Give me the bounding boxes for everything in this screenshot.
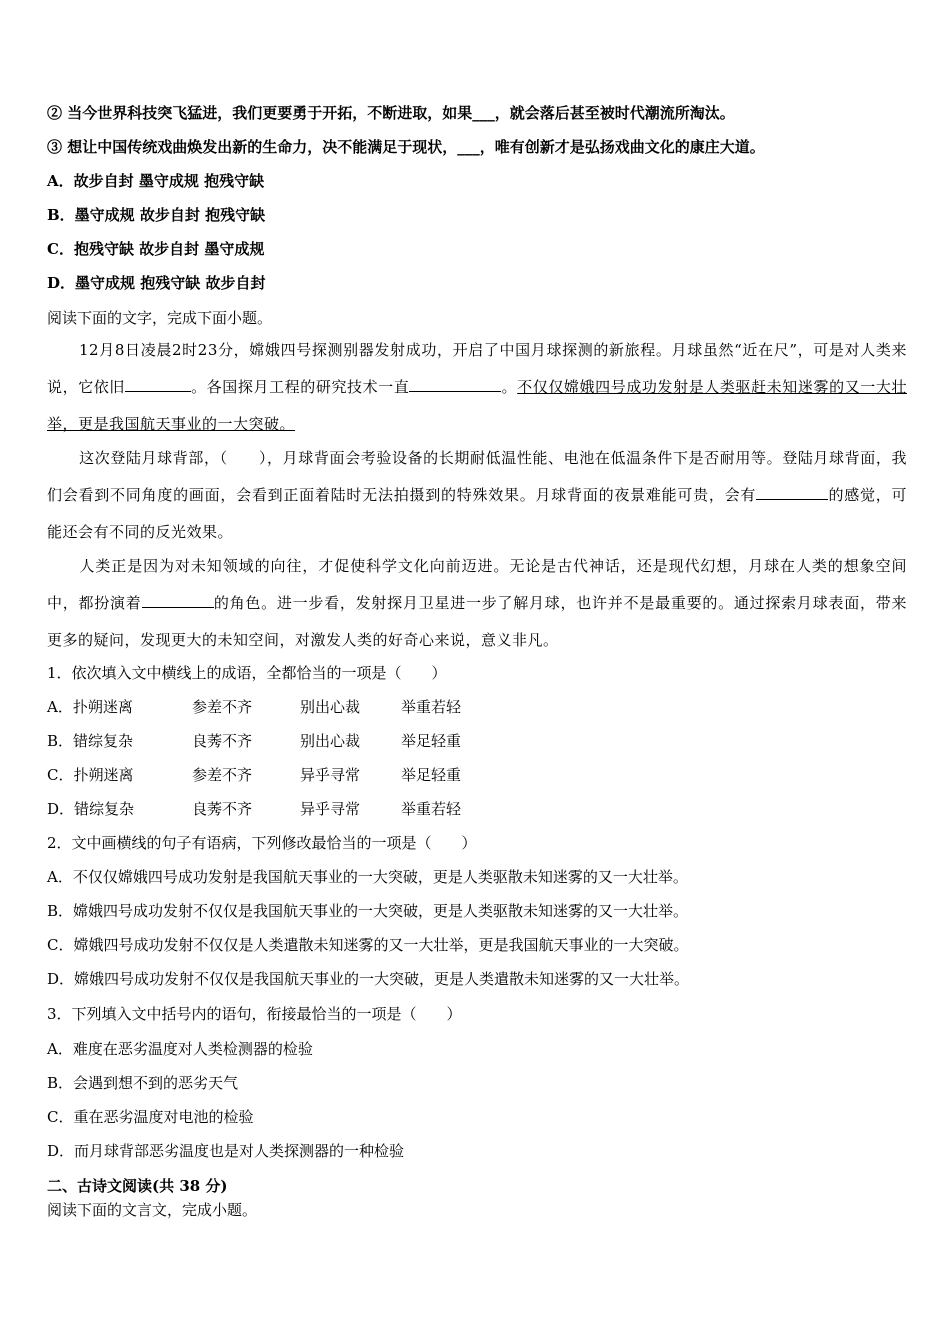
option-d: D．墨守成规 抱残守缺 故步自封	[47, 274, 266, 292]
q3-option-d: D．而月球背部恶劣温度也是对人类探测器的一种检验	[47, 1142, 405, 1160]
q2-option-a: A．不仅仅嫦娥四号成功发射是我国航天事业的一大突破，更是人类驱散未知迷雾的又一大壮举。	[47, 868, 688, 886]
q2-option-b: B．嫦娥四号成功发射不仅仅是我国航天事业的一大突破，更是人类驱散未知迷雾的又一大壮举。	[47, 902, 689, 920]
q1-stem: 1．依次填入文中横线上的成语，全都恰当的一项是（ ）	[47, 664, 447, 682]
underlined-sentence: 不仅仅嫦娥四号成功发射是人类驱赶未知迷雾的又一大壮举，更是我国航天事业的一大突破。	[47, 378, 907, 433]
q3-option-c: C．重在恶劣温度对电池的检验	[47, 1108, 254, 1126]
q3-stem: 3．下列填入文中括号内的语句，衔接最恰当的一项是（ ）	[47, 1005, 462, 1023]
passage-paragraph-3: 人类正是因为对未知领域的向往，才促使科学文化向前迈进。无论是古代神话，还是现代幻想，月球在人类的想象空间中，都扮演着 的角色。进一步看，发射探月卫星进一步了解月球，也许并不是最重要的。通过探索月球表面，带来更多的疑问，发现更大的未知空间，对激发人类的好奇心来说，意义非凡。	[47, 557, 907, 649]
option-b: B．墨守成规 故步自封 抱残守缺	[47, 206, 266, 224]
q2-option-d: D．嫦娥四号成功发射不仅仅是我国航天事业的一大突破，更是人类遣散未知迷雾的又一大壮举。	[47, 970, 690, 988]
option-c: C．抱残守缺 故步自封 墨守成规	[47, 240, 265, 258]
q2-option-c: C．嫦娥四号成功发射不仅仅是人类遣散未知迷雾的又一大壮举，更是我国航天事业的一大突破。	[47, 936, 689, 954]
option-a: A．故步自封 墨守成规 抱残守缺	[47, 172, 265, 190]
section-heading: 二、古诗文阅读(共 38 分)	[47, 1177, 228, 1195]
reading-intro: 阅读下面的文字，完成下面小题。	[47, 309, 273, 327]
question-line-2: ② 当今世界科技突飞猛进，我们更要勇于开拓，不断进取，如果___，就会落后甚至被时代潮流所淘汰。	[47, 104, 735, 122]
q2-stem: 2．文中画横线的句子有语病，下列修改最恰当的一项是（ ）	[47, 834, 477, 852]
section-intro: 阅读下面的文言文，完成小题。	[47, 1201, 258, 1219]
passage-paragraph-1: 12月8日凌晨2时23分，嫦娥四号探测别器发射成功，开启了中国月球探测的新旅程。月球虽然“近在尺”，可是对人类来说，它依旧 。各国探月工程的研究技术一直 。不仅仅嫦娥四号成功发射是人类驱赶未知迷雾的又一大壮举，更是我国航天事业的一大突破。	[47, 341, 907, 433]
passage-paragraph-2: 这次登陆月球背部，（ ），月球背面会考验设备的长期耐低温性能、电池在低温条件下是否耐用等。登陆月球背面，我们会看到不同角度的画面，会看到正面着陆时无法拍摄到的特殊效果。月球背面的夜景难能可贵，会有 的感觉，可能还会有不同的反光效果。	[47, 449, 907, 541]
q3-option-a: A．难度在恶劣温度对人类检测器的检验	[47, 1040, 313, 1058]
question-line-3: ③ 想让中国传统戏曲焕发出新的生命力，决不能满足于现状，___，唯有创新才是弘扬戏曲文化的康庄大道。	[47, 138, 765, 156]
q3-option-b: B．会遇到想不到的恶劣天气	[47, 1074, 239, 1092]
